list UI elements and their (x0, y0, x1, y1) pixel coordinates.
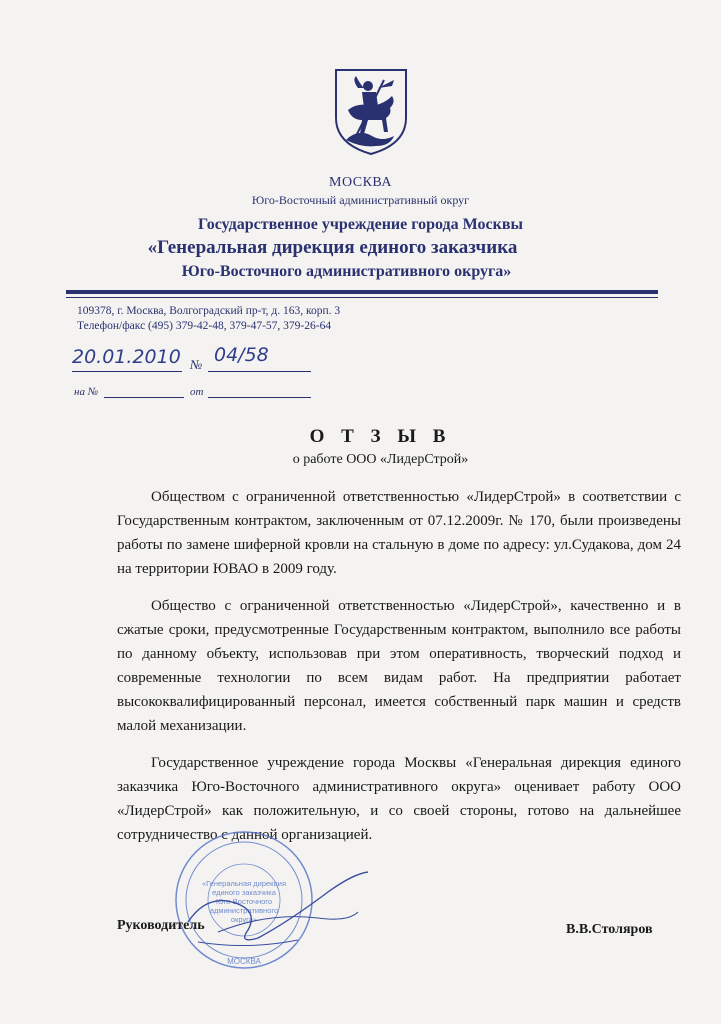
svg-text:«Генеральная дирекция: «Генеральная дирекция (201, 879, 287, 888)
city-name: МОСКВА (329, 175, 392, 190)
signatory-position: Руководитель (117, 918, 205, 933)
svg-text:единого заказчика: единого заказчика (212, 888, 276, 897)
paragraph-3: Государственное учреждение города Москвы «Генеральная дирекция единого заказчика Юго-Восточного административного округа» оценивает работу ООО «ЛидерСтрой» как положительную, и со своей стороны, готово на дальнейшее сотрудничество с данной организацией. (117, 755, 681, 843)
number-underline (208, 371, 311, 372)
org-name-line3: Юго-Восточного административного округа» (181, 263, 512, 280)
moscow-coat-of-arms-icon (332, 66, 410, 156)
svg-text:административного: административного (209, 906, 279, 915)
district-name: Юго-Восточный административный округ (251, 193, 470, 207)
header-rule-thick (66, 290, 658, 294)
signatory-name: В.В.Столяров (566, 922, 653, 937)
paragraph-1: Обществом с ограниченной ответственностью «ЛидерСтрой» в соответствии с Государственным контрактом, заключенным от 07.12.2009г. № 170, были произведены работы по замене шиферной кровли на стальную в доме по адресу: ул.Судакова, дом 24 на территории ЮВАО в 2009 году. (117, 489, 681, 577)
outgoing-date: 20.01.2010 (72, 346, 181, 368)
number-label: № (190, 357, 203, 372)
header-rule-thin (66, 297, 658, 298)
document-title: О Т З Ы В (309, 426, 452, 447)
paragraph-2: Общество с ограниченной ответственностью «ЛидерСтрой», качественно и в сжатые сроки, предусмотренные Государственным контрактом, выполнило все работы по данному объекту, использовав при этом оперативность, творческий подход и современные технологии по всем видам работ. На предприятии работает высококвалифицированный персонал, имеется собственный парк машин и средств малой механизации. (117, 598, 681, 734)
svg-text:МОСКВА: МОСКВА (227, 957, 261, 966)
handwritten-signature (178, 852, 378, 962)
org-phone: Телефон/факс (495) 379-42-48, 379-47-57, 379-26-64 (77, 320, 332, 332)
ref-underline (104, 397, 184, 398)
svg-text:Юго-Восточного: Юго-Восточного (215, 897, 273, 906)
outgoing-number: 04/58 (214, 344, 269, 366)
svg-text:округа»: округа» (230, 915, 258, 924)
from-underline (208, 397, 311, 398)
ref-label: на № (74, 386, 99, 398)
org-address: 109378, г. Москва, Волгоградский пр-т, д. 163, корп. 3 (77, 305, 341, 317)
document-body (117, 485, 681, 860)
from-label: от (190, 386, 204, 398)
org-name-line1: Государственное учреждение города Москвы (198, 216, 523, 233)
org-name-line2: «Генеральная дирекция единого заказчика (147, 237, 518, 258)
document-subtitle: о работе ООО «ЛидерСтрой» (292, 452, 469, 467)
date-underline (72, 371, 182, 372)
